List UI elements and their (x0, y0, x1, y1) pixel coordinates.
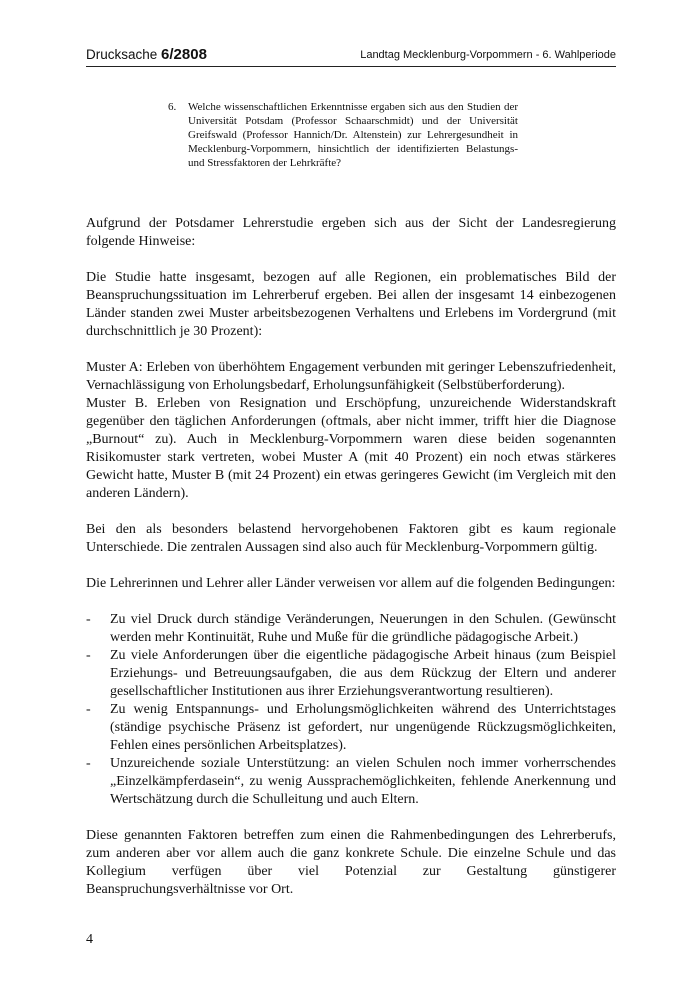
paragraph-regional: Bei den als besonders belastend hervorgehobenen Faktoren gibt es kaum regionale Unterschiede. Die zentralen Aussagen sind also auch für Mecklenburg-Vorpommern gültig. (86, 522, 616, 555)
question-block (168, 100, 518, 170)
list-item (86, 647, 616, 701)
list-dash: - (86, 648, 91, 663)
paragraph-pattern-b: Muster B. Erleben von Resignation und Erschöpfung, unzureichende Widerstandskraft gegenüber den täglichen Anforderungen (oftmals, aber nicht immer, trifft hier die Diagnose „Burnout“ zu). Auch in Mecklenburg-Vorpommern waren diese beiden sogenannten Risikomuster stark vertreten, wobei Muster A (mit 40 Prozent) ein noch etwas stärkeres Gewicht hatte, Muster B (mit 24 Prozent) ein etwas geringeres Gewicht (im Vergleich mit den anderen Ländern). (86, 396, 616, 501)
paragraph-study-overview: Die Studie hatte insgesamt, bezogen auf alle Regionen, ein problematisches Bild der Beanspruchungssituation im Lehrerberuf ergeben. Bei allen der insgesamt 14 einbezogenen Länder standen zwei Muster arbeitsbezogenen Verhaltens und Erlebens im Vordergrund (mit durchschnittlich je 30 Prozent): (86, 270, 616, 339)
list-item-text: Unzureichende soziale Unterstützung: an vielen Schulen noch immer vorherrschendes „Einzelkämpferdasein“, zu wenig Aussprachemöglichkeiten, fehlende Anerkennung und Wertschätzung durch die Schulleitung und auch Eltern. (110, 756, 616, 807)
conditions-list (86, 611, 616, 809)
list-item-text: Zu viel Druck durch ständige Veränderungen, Neuerungen in den Schulen. (Gewünscht werden mehr Kontinuität, Ruhe und Muße für die gründliche pädagogische Arbeit.) (110, 612, 616, 645)
paragraph-pattern-a: Muster A: Erleben von überhöhtem Engagement verbunden mit geringer Lebenszufriedenheit, Vernachlässigung von Erholungsbedarf, Erholungsunfähigkeit (Selbstüberforderung). (86, 360, 616, 393)
answer-body (86, 215, 616, 917)
list-item-text: Zu wenig Entspannungs- und Erholungsmöglichkeiten während des Unterrichtstages (ständige psychische Präsenz ist gefordert, nur ungenügende Rückzugsmöglichkeiten, Fehlen eines persönlichen Arbeitsplatzes). (110, 702, 616, 753)
page-number: 4 (86, 932, 93, 947)
page-header (86, 40, 616, 67)
paragraph-conclusion: Diese genannten Faktoren betreffen zum einen die Rahmenbedingungen des Lehrerberufs, zum anderen aber vor allem auch die ganz konkrete Schule. Die einzelne Schule und das Kollegium verfügen über viel Potenzial zur Gestaltung günstigerer Beanspruchungsverhältnisse vor Ort. (86, 828, 616, 897)
document-number-value: 6/2808 (161, 46, 207, 63)
document-number (86, 46, 207, 63)
list-item-text: Zu viele Anforderungen über die eigentliche pädagogische Arbeit hinaus (zum Beispiel Erziehungs- und Betreuungsaufgaben, die aus dem Rückzug der Eltern und anderer gesellschaftlicher Institutionen aus ihrer Erziehungsverantwortung resultieren). (110, 648, 616, 699)
document-label: Drucksache (86, 47, 158, 62)
question-text: Welche wissenschaftlichen Erkenntnisse ergaben sich aus den Studien der Universität Potsdam (Professor Schaarschmidt) und der Universität Greifswald (Professor Hannich/Dr. Altenstein) zur Lehrergesundheit in Mecklenburg-Vorpommern, hinsichtlich der identifizierten Belastungs- und Stressfaktoren der Lehrkräfte? (188, 101, 518, 169)
list-dash: - (86, 612, 91, 627)
list-dash: - (86, 756, 91, 771)
question-number: 6. (168, 101, 177, 113)
parliament-label: Landtag Mecklenburg-Vorpommern - 6. Wahlperiode (360, 49, 616, 61)
list-dash: - (86, 702, 91, 717)
paragraph-conditions-intro: Die Lehrerinnen und Lehrer aller Länder verweisen vor allem auf die folgenden Bedingungen: (86, 576, 616, 591)
list-item (86, 701, 616, 755)
list-item (86, 611, 616, 647)
paragraph-intro: Aufgrund der Potsdamer Lehrerstudie ergeben sich aus der Sicht der Landesregierung folgende Hinweise: (86, 216, 616, 249)
list-item (86, 755, 616, 809)
